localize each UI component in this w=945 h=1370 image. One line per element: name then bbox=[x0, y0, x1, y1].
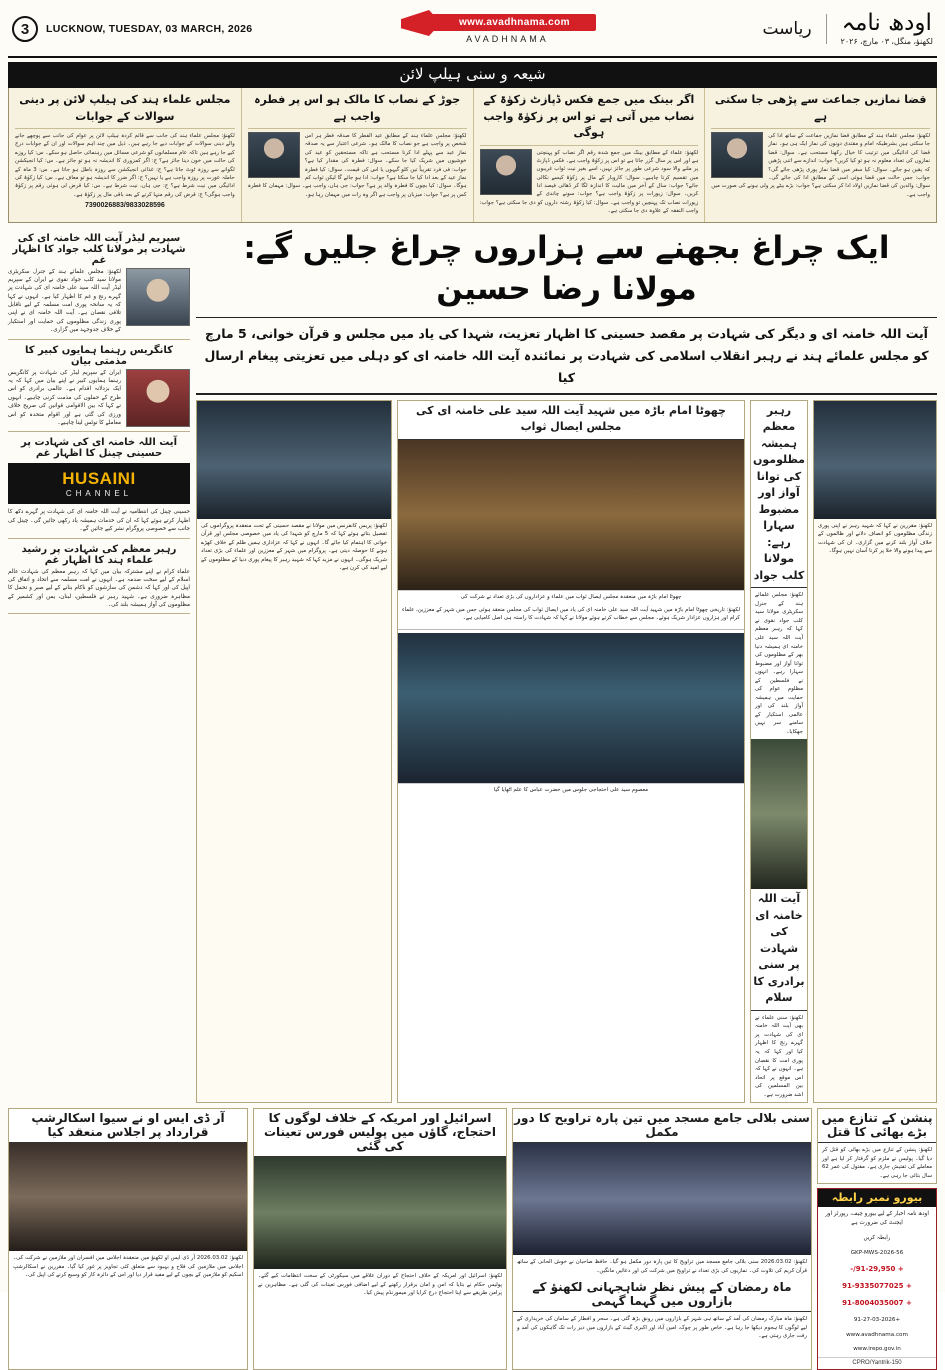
ad-line: اودھ نامہ اخبار کے لیے بیورو چیف، رپورٹر اور ایجنٹ کی ضرورت ہے bbox=[825, 1211, 929, 1227]
masthead-left bbox=[12, 16, 252, 42]
masthead-divider bbox=[826, 14, 827, 44]
bottom-story-mosque bbox=[512, 1108, 812, 1370]
lead-main bbox=[196, 228, 937, 1104]
photo-story-rahbar bbox=[750, 400, 808, 1103]
photo-caption: معصوم سید علی احتجاجی جلوس میں حضرت عباس کا علم اٹھایا گیا bbox=[398, 783, 744, 796]
helpline-column bbox=[704, 88, 936, 222]
lead-sidebar bbox=[8, 228, 190, 1104]
sidebar-story-body: حسینی چینل کی انتظامیہ نے آیت اللہ خامنہ ای کی شہادت پر گہرے دکھ کا اظہار کرتے ہوئے کہا کہ ان کی خدمات ہمیشہ یاد رکھی جائیں گی۔ چینل کی جانب سے خصوصی پروگرام نشر کیے جائیں گے۔ bbox=[8, 509, 190, 533]
bottom-story-body: لکھنؤ: 2026.03.02 سنی بلالی جامع مسجد میں تراویح کا تین پارہ دور مکمل ہو گیا۔ حافظ صاحبان نے خوش الحانی کے ساتھ قرآن کریم کی تلاوت کی۔ نمازیوں کی بڑی تعداد نے تراویح میں شرکت کی اور دعائیں مانگیں۔ bbox=[517, 1259, 808, 1274]
mid-photo-grid bbox=[196, 400, 937, 1103]
helpline-column bbox=[473, 88, 705, 222]
police-deployment-photo bbox=[254, 1157, 506, 1269]
sidebar-story bbox=[8, 539, 190, 615]
ad-footer-code: CPRO/Yantrik-150 bbox=[818, 1357, 936, 1369]
crowd-photo bbox=[398, 633, 744, 783]
sidebar-story-title: آیت اللہ خامنہ ای کی شہادت پر حسینی چینل کا اظہار غم bbox=[20, 437, 177, 460]
helpline-phone: 7390026883/9833028596 bbox=[84, 202, 165, 209]
cleric-photo bbox=[248, 132, 300, 178]
mosque-gathering-photo bbox=[513, 1143, 811, 1255]
photo-story-body: لکھنؤ: مجلس علمائے ہند کے جنرل سکریٹری مولانا سید کلب جواد نقوی نے کہا کہ رہبر معظم آیت اللہ سید علی خامنہ ای ہمیشہ دنیا بھر کے مظلوموں کی توانا آواز اور مضبوط سہارا رہے۔ انہوں نے فلسطین کے مظلوم عوام کی حمایت میں ہمیشہ آواز بلند کی اور عالمی استکبار کے سامنے سر نہیں جھکایا۔ bbox=[754, 592, 803, 735]
ad-website[interactable]: www.avadhnama.com bbox=[846, 1331, 908, 1338]
sidebar-story-body: لکھنؤ: مجلس علمائے ہند کے جنرل سکریٹری مولانا سید کلب جواد نقوی نے ایران کے سپریم لیڈر آیت اللہ سید علی خامنہ ای کی شہادت پر گہرے رنج و غم کا اظہار کیا ہے۔ انہوں نے کہا کہ یہ سانحہ پوری امت مسلمہ کے لیے ناقابل تلافی نقصان ہے۔ آیت اللہ خامنہ ای نے اپنی پوری زندگی مظلوموں کی حمایت اور استکبار کے خلاف جدوجہد میں گزاری۔ bbox=[8, 268, 121, 334]
bottom-section bbox=[8, 1108, 937, 1370]
helpline-body: لکھنؤ: علماء کے مطابق بینک میں جمع شدہ رقم اگر نصاب کو پہنچتی ہے اور اس پر سال گزر جاتا ہے تو اس پر زکوٰۃ واجب ہے۔ فکس ڈپازٹ پر ملنے والا سود شرعی طور پر جائز نہیں، اسے بغیر نیت ثواب غریبوں میں تقسیم کرنا چاہیے۔ سوال: کاروبار کے مال پر زکوٰۃ کیسے نکالی جائے؟ جواب: سال کے آخر میں مالیت کا اندازہ لگا کر ڈھائی فیصد ادا کریں۔ سوال: زیورات پر زکوٰۃ واجب ہے؟ جواب: سونے چاندی کے زیورات نصاب تک پہنچیں تو واجب ہے۔ سوال: کیا زکوٰۃ رشتہ داروں کو دی جا سکتی ہے؟ جواب: واجب النفقہ کے علاوہ دی جا سکتی ہے۔ bbox=[479, 149, 699, 215]
seminar-photo bbox=[9, 1143, 247, 1251]
bottom-story-headline: اسرائیل اور امریکہ کے خلاف لوگوں کا احتجاج، گاؤں میں پولیس فورس تعینات کی گئی bbox=[254, 1109, 506, 1157]
photo-story-body: لکھنؤ: تاریخی چھوٹا امام باڑہ میں شہید آیت اللہ سید علی خامنہ ای کی یاد میں ایصال ثواب کی مجلس منعقد ہوئی جس میں شہر کے معززین، علماء کرام اور ہزاروں عزادار شریک ہوئے۔ مجلس سے خطاب کرتے ہوئے مولانا نے کہا کہ شہادت کا راستہ ہی اصل کامیابی ہے۔ bbox=[401, 606, 740, 622]
portrait-photo bbox=[126, 268, 190, 326]
page-number: 3 bbox=[12, 16, 38, 42]
bottom-side-column bbox=[817, 1108, 937, 1370]
paper-logo-text: اودھ نامہ bbox=[841, 10, 932, 36]
sidebar-story bbox=[8, 340, 190, 433]
husaini-logo-line1: HUSAINI bbox=[62, 469, 136, 489]
helpline-body: لکھنؤ: مجلس علماء ہند کی جانب سے قائم کردہ ہیلپ لائن پر عوام کی جانب سے پوچھے جانے والے دینی سوالات کے جوابات دیے جا رہے ہیں۔ ذیل میں چند اہم سوالات اور ان کے جوابات درج کیے جا رہے ہیں تاکہ عام مسلمانوں کو شرعی مسائل میں رہنمائی حاصل ہو سکے۔ س: کیا روزے کی حالت میں خون دینا جائز ہے؟ ج: اگر کمزوری کا اندیشہ نہ ہو تو جائز ہے۔ س: کیا انجیکشن لگوانے سے روزہ ٹوٹ جاتا ہے؟ ج: غذائی انجیکشن سے روزہ باطل ہو جاتا ہے۔ س: 3 ماہ کے حاملہ عورت پر روزہ واجب ہے یا نہیں؟ ج: اگر ضرر کا اندیشہ ہو تو معاف ہے۔ س: کیا زکوٰۃ کی ادائیگی میں نیت شرط ہے؟ ج: جی ہاں، نیت شرط ہے۔ س: کیا قرض لی ہوئی رقم پر زکوٰۃ واجب ہوگی؟ ج: قرض کی رقم منہا کرنے کے بعد باقی مال پر زکوٰۃ ہے۔ bbox=[15, 133, 235, 198]
ad-phone[interactable]: + 91-29,950/- bbox=[850, 1265, 904, 1274]
bottom-story-body: لکھنؤ: 2026.03.02 آر ڈی ایس او لکھنؤ میں منعقدہ اجلاس میں افسران اور ملازمین نے شرکت کی۔ اجلاس میں ملازمین کی فلاح و بہبود سے متعلق کئی تجاویز پر غور کیا گیا۔ مقررین نے اسکالرشپ اسکیم کو ملازمین کے بچوں کے لیے مفید قرار دیا اور اس کے دائرہ کار کو وسیع کرنے کی اپیل کی۔ bbox=[13, 1255, 243, 1279]
section-label: ریاست bbox=[762, 19, 812, 39]
bottom-story-body-2: لکھنؤ: ماہ مبارک رمضان کی آمد کے ساتھ ہی شہر کے بازاروں میں رونق بڑھ گئی ہے۔ سحر و افطار کے سامان کی خریداری کے لیے لوگوں کا ہجوم دیکھا جا رہا ہے۔ خاص طور پر چوک، امین آباد اور اکبری گیٹ کے بازاروں میں دیر رات تک گاہکوں کی آمد و رفت جاری رہتی ہے۔ bbox=[517, 1316, 807, 1340]
helpline-headline: جوڑ کے نصاب کا مالک ہو اس پر فطرہ واجب ہے bbox=[248, 92, 467, 129]
helpline-body: لکھنؤ: مجلس علماء ہند کے مطابق عید الفطر کا صدقہ فطر ہر اس شخص پر واجب ہے جو نصاب کا مالک ہو۔ شرعی اعتبار سے یہ صدقہ نماز عید سے پہلے ادا کرنا مستحب ہے تاکہ مستحقین کو عید کی خوشیوں میں شریک کیا جا سکے۔ سوال: فطرہ کی مقدار کیا ہے؟ جواب: فی فرد تقریباً تین کلو گیہوں یا اس کی قیمت۔ سوال: کیا فطرہ نماز عید کے بعد ادا کیا جا سکتا ہے؟ جواب: ادا ہو جائے گا لیکن ثواب کم ہوگا۔ سوال: کیا بچوں کا فطرہ والد پر ہے؟ جواب: جی ہاں، واجب ہے۔ سوال: مہمان کا فطرہ کس پر ہے؟ جواب: میزبان پر واجب ہے اگر وہ رات میں مہمان رہا ہو۔ bbox=[247, 133, 467, 198]
helpline-headline: قضا نمازیں جماعت سے پڑھی جا سکتی ہے bbox=[711, 92, 930, 129]
portrait-photo bbox=[126, 369, 190, 427]
section-band: شیعہ و سنی ہیلپ لائن bbox=[8, 62, 937, 88]
masthead-right bbox=[762, 12, 933, 46]
ad-website[interactable]: www.irepo.gov.in bbox=[853, 1346, 901, 1353]
side-rail-body: لکھنؤ: مقررین نے کہا کہ شہید رہبر نے اپنی پوری زندگی مظلوموں کو انصاف دلانے اور ظالموں کے خلاف آواز بلند کرنے میں گزاری۔ ان کی شہادت سے پیدا ہونے والا خلا پر کرنا آسان نہیں ہوگا۔ bbox=[818, 522, 932, 555]
ad-line: رابطہ کریں bbox=[863, 1235, 891, 1242]
bottom-story-headline: آر ڈی ایس او نے سیوا اسکالرشپ قرارداد پر اجلاس منعقد کیا bbox=[9, 1109, 247, 1143]
sidebar-story bbox=[8, 432, 190, 538]
date-line: LUCKNOW, TUESDAY, 03 MARCH, 2026 bbox=[46, 23, 253, 35]
masthead-website bbox=[419, 14, 596, 44]
husaini-logo-line2: CHANNEL bbox=[65, 489, 133, 499]
side-rail-portrait bbox=[813, 400, 937, 1103]
photo-caption: چھوٹا امام باڑہ میں منعقدہ مجلس ایصال ثواب میں علماء و عزاداروں کی بڑی تعداد نے شرکت کی bbox=[398, 590, 744, 603]
rule bbox=[398, 629, 744, 630]
masthead bbox=[8, 6, 937, 58]
classified-ad[interactable] bbox=[817, 1188, 937, 1370]
sidebar-story-title: سپریم لیڈر آیت اللہ خامنہ ای کی شہادت پر مولانا کلب جواد کا اظہار غم bbox=[12, 232, 186, 266]
photo-story-imambara bbox=[397, 400, 745, 1103]
ad-date: +91-27-03-2026 bbox=[853, 1316, 901, 1323]
helpline-column bbox=[241, 88, 473, 222]
paper-logo bbox=[841, 12, 933, 46]
cleric-photo bbox=[711, 132, 763, 178]
photo-story-headline: رہبر معظم ہمیشہ مظلوموں کی توانا آواز اور مضبوط سہارا رہے: مولانا کلب جواد bbox=[751, 401, 807, 589]
sidebar-story-body: ایران کے سپریم لیڈر کی شہادت پر کانگریس رہنما ہمایوں کبیر نے اپنے بیان میں کہا کہ یہ ایک بزدلانہ اقدام ہے۔ عالمی برادری کو اس طرح کے حملوں کی مذمت کرنی چاہیے۔ انہوں نے کہا کہ بین الاقوامی قوانین کی صریح خلاف ورزی کی گئی ہے اور اقوام متحدہ کو اس معاملے کا نوٹس لینا چاہیے۔ bbox=[8, 369, 121, 426]
cleric-portrait-photo bbox=[814, 401, 936, 519]
cleric-photo bbox=[480, 149, 532, 195]
side-rail-story bbox=[196, 400, 392, 1103]
lead-section bbox=[8, 228, 937, 1104]
bottom-story-body: لکھنؤ: اسرائیل اور امریکہ کے خلاف احتجاج کے دوران علاقے میں سیکورٹی کے سخت انتظامات کیے گئے۔ پولیس حکام نے بتایا کہ امن و امان برقرار رکھنے کے لیے اضافی فورس تعینات کی گئی ہے۔ مظاہرین نے پرامن طریقے سے اپنا احتجاج درج کرایا اور میمورنڈم پیش کیا۔ bbox=[258, 1273, 502, 1297]
ad-phone[interactable]: + 91-8004035007 bbox=[842, 1299, 912, 1308]
helpline-headline: اگر بینک میں جمع فکس ڈپازٹ زکوٰۃ کے نصاب میں آتی ہے تو اس پر زکوٰۃ واجب ہوگی bbox=[480, 92, 699, 146]
helpline-headline: مجلس علماء ہند کی ہیلپ لائن پر دینی سوالات کے جوابات bbox=[15, 92, 235, 129]
husaini-channel-logo bbox=[8, 463, 190, 504]
crime-story-body: لکھنؤ: پنشن کے تنازع میں بڑے بھائی کو قتل کر دیا گیا۔ پولیس نے ملزم کو گرفتار کر لیا ہے اور معاملے کی تفتیش جاری ہے۔ مقتول کی عمر 62 سال بتائی جا رہی ہے۔ bbox=[822, 1147, 932, 1179]
bottom-story-headline-2: ماہ رمضان کے پیش نظر شاہجہانی لکھنؤ کے بازاروں میں گہما گہمی bbox=[513, 1278, 811, 1312]
photo-story-headline: آیت اللہ خامنہ ای کی شہادت پر سنی برادری کا سلام bbox=[751, 889, 807, 1011]
sidebar-story-body: علماء کرام نے اپنے مشترکہ بیان میں کہا کہ رہبر معظم کی شہادت عالم اسلام کے لیے سخت صدمہ ہے۔ انہوں نے امت مسلمہ سے اتحاد و اتفاق کی اپیل کی اور کہا کہ دشمن کی سازشوں کو ناکام بنانے کے لیے صبر و تحمل کا مظاہرہ ضروری ہے۔ شہید رہبر نے فلسطین، لبنان، یمن اور کشمیر کے مظلوموں کی آواز ہمیشہ بلند کی۔ bbox=[8, 568, 190, 609]
bottom-story-protest bbox=[253, 1108, 507, 1370]
sidebar-story-title: رہبر معظم کی شہادت پر رشید علماء ہند کا اظہار غم bbox=[21, 543, 177, 566]
bottom-story-headline: سنی بلالی جامع مسجد میں تین پارہ تراویح کا دور مکمل bbox=[513, 1109, 811, 1143]
press-conference-photo bbox=[197, 401, 391, 519]
photo-story-headline: چھوٹا امام باڑہ میں شہید آیت اللہ سید علی خامنہ ای کی مجلس ایصال ثواب bbox=[398, 401, 744, 440]
website-subtitle: AVADHNAMA bbox=[466, 34, 549, 44]
lead-subheadline: آیت اللہ خامنہ ای و دیگر کی شہادت پر مقصد حسینی کا اظہار تعزیت، شہدا کی یاد میں مجلس و قرآن خوانی، 5 مارچ کو مجلس علمائے ہند نے رہبر انقلاب اسلامی کی شہادت پر نمائندہ آیت اللہ خامنہ ای کو دہلی میں تعزیتی پیغام ارسال کیا bbox=[196, 318, 937, 395]
helpline-body: لکھنؤ: مجلس علماء ہند کے مطابق قضا نمازیں جماعت کے ساتھ ادا کی جا سکتی ہیں بشرطیکہ امام و مقتدی دونوں کی نماز ایک ہی ہو۔ نماز قضا کی ادائیگی میں ترتیب کا خیال رکھنا مستحب ہے۔ سوال: قضا نمازوں کی تعداد معلوم نہ ہو تو کیا کریں؟ جواب: اندازے سے اتنی پڑھیں کہ یقین ہو جائے۔ سوال: کیا سفر میں قضا نماز پوری پڑھی جائے گی؟ جواب: جس حالت میں قضا ہوئی اسی کے مطابق ادا کی جائے گی۔ سوال: والدین کی قضا نمازیں اولاد ادا کر سکتی ہے؟ جواب: بڑے بیٹے پر ولی ہونے کی صورت میں واجب ہے۔ bbox=[711, 133, 930, 198]
paper-logo-date: لکھنؤ، منگل، ۰۳ مارچ، ۲۰۲۶ bbox=[840, 37, 933, 46]
crime-story-headline: پنشن کے تنازع میں بڑے بھائی کا قتل bbox=[818, 1109, 936, 1143]
ad-code: 56-GKP-MWS-2026 bbox=[850, 1250, 904, 1257]
imambara-majlis-photo bbox=[398, 440, 744, 590]
ad-phone[interactable]: + 91-9335077025 bbox=[842, 1282, 912, 1291]
crime-story bbox=[817, 1108, 937, 1184]
ad-title: بیورو نمبر رابطہ bbox=[818, 1189, 936, 1207]
helpline-block bbox=[8, 88, 937, 223]
lead-headline: ایک چراغ بجھنے سے ہزاروں چراغ جلیں گے: مولانا رضا حسین bbox=[196, 228, 937, 319]
helpline-column bbox=[9, 88, 241, 222]
side-rail-body: لکھنؤ: پریس کانفرنس میں مولانا نے مقصد حسینی کے تحت منعقدہ پروگراموں کی تفصیل بتاتے ہوئے کہا کہ 5 مارچ کو شہدا کی یاد میں خصوصی مجلس اور قرآن خوانی کا اہتمام کیا جائے گا۔ انہوں نے کہا کہ عزاداری ہمیں ظلم کے خلاف کھڑے ہونے کا حوصلہ دیتی ہے۔ پروگرام میں شہر کے معززین اور علماء کی بڑی تعداد شریک ہوگی۔ انہوں نے مزید کہا کہ شہید رہبر کا پیغام پوری دنیا کے مظلوموں کے لیے امید کی کرن ہے۔ bbox=[200, 522, 387, 572]
sidebar-story bbox=[8, 228, 190, 340]
sidebar-story-title: کانگریس رہنما ہمایوں کبیر کا مذمتی بیان bbox=[25, 344, 173, 367]
bottom-story-rdso bbox=[8, 1108, 248, 1370]
photo-story-body: لکھنؤ: سنی علماء نے بھی آیت اللہ خامنہ ای کی شہادت پر گہرے رنج کا اظہار کیا اور کہا کہ یہ پوری امت کا نقصان ہے۔ انہوں نے کہا کہ اس موقع پر اتحاد بین المسلمین کی اشد ضرورت ہے۔ bbox=[754, 1014, 803, 1098]
website-url[interactable]: www.avadhnama.com bbox=[419, 14, 596, 31]
group-meeting-photo bbox=[751, 739, 807, 889]
